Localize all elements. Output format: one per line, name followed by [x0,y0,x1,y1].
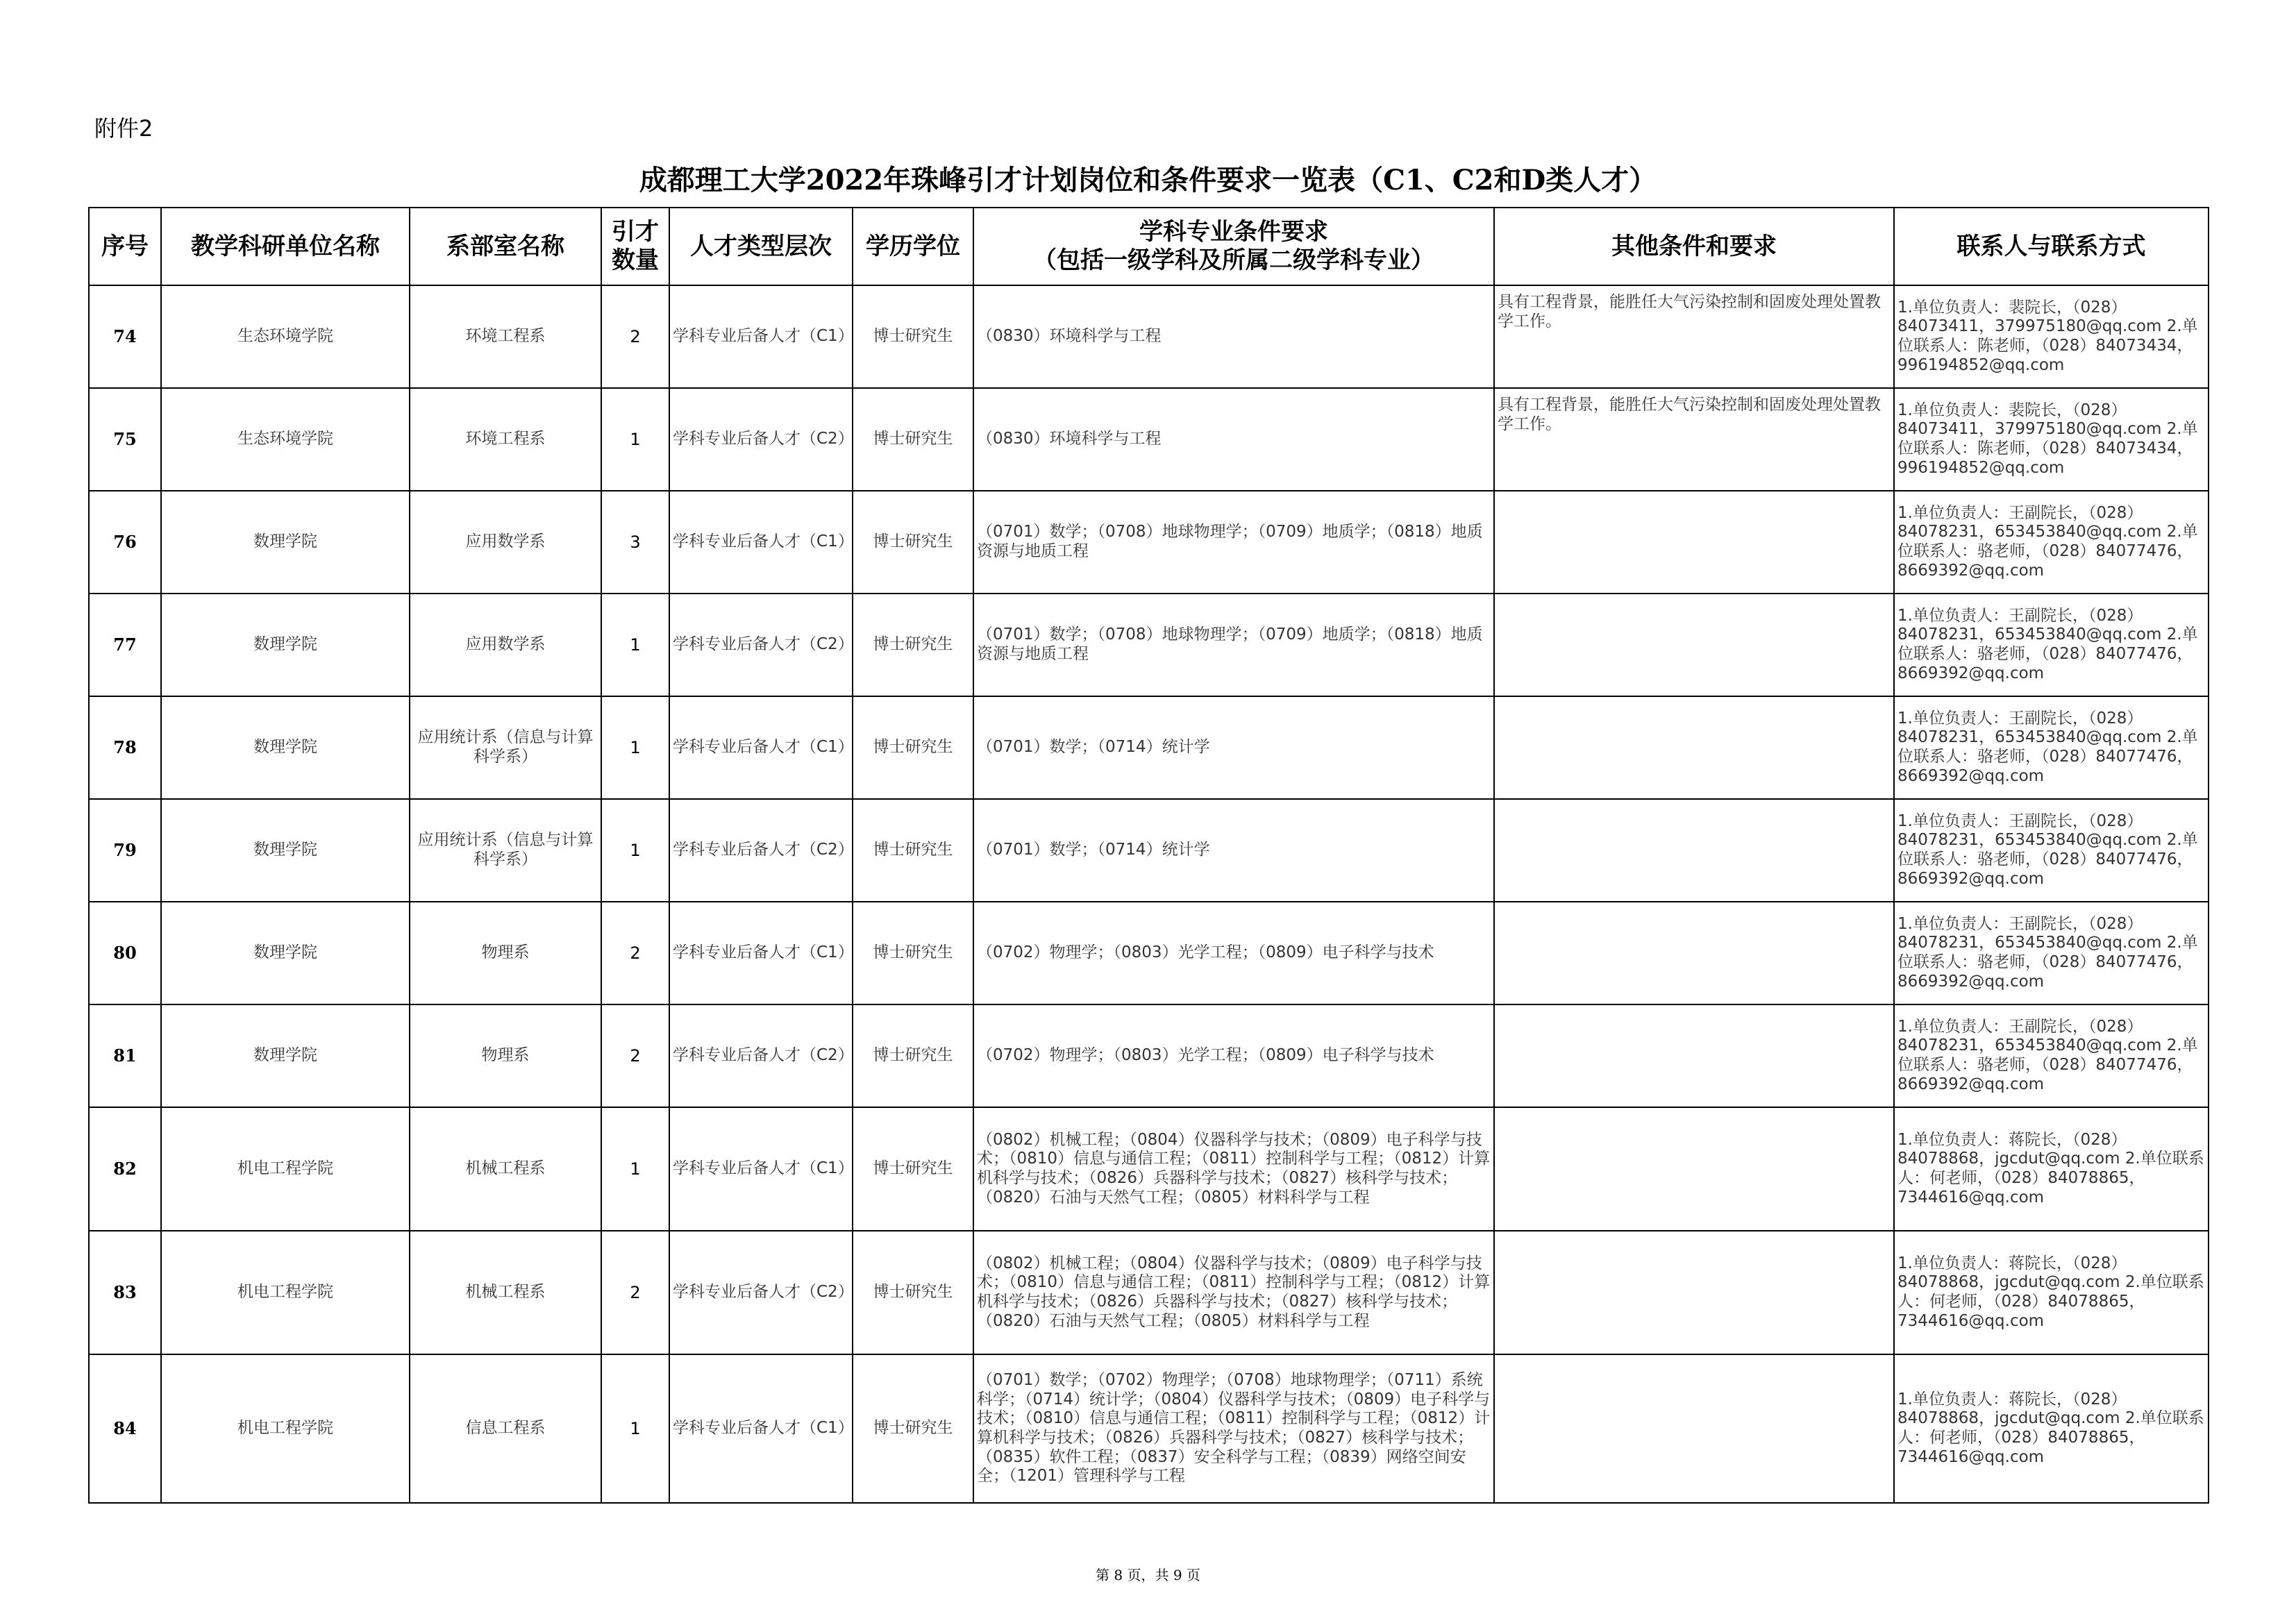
cell-talent: 学科专业后备人才（C1） [669,902,853,1004]
cell-count: 1 [601,594,669,696]
cell-contact: 1.单位负责人：王副院长，（028）84078231，653453840@qq.com 2.单位联系人：骆老师，（028）84077476，8669392@qq.com [1894,799,2209,902]
cell-other [1494,594,1894,696]
cell-unit: 生态环境学院 [161,285,410,388]
cell-degree: 博士研究生 [853,285,973,388]
cell-count: 2 [601,902,669,1004]
cell-count: 1 [601,1107,669,1231]
cell-count: 2 [601,1004,669,1107]
cell-talent: 学科专业后备人才（C1） [669,491,853,594]
cell-talent: 学科专业后备人才（C2） [669,388,853,491]
cell-dept: 应用数学系 [410,491,601,594]
cell-seq: 74 [89,285,161,388]
cell-seq: 79 [89,799,161,902]
header-quota-line2: 数量 [612,246,659,274]
positions-table [88,207,2209,1504]
cell-talent: 学科专业后备人才（C1） [669,1354,853,1503]
cell-major: （0830）环境科学与工程 [973,388,1494,491]
cell-contact: 1.单位负责人：裴院长，（028）84073411，379975180@qq.com 2.单位联系人：陈老师，（028）84073434，996194852@qq.com [1894,285,2209,388]
cell-major: （0802）机械工程；（0804）仪器科学与技术；（0809）电子科学与技术；（0810）信息与通信工程；（0811）控制科学与工程；（0812）计算机科学与技术；（0826）兵器科学与技术；（0827）核科学与技术；（0820）石油与天然气工程；（0805）材料科学与工程 [973,1107,1494,1231]
cell-major: （0702）物理学；（0803）光学工程；（0809）电子科学与技术 [973,1004,1494,1107]
cell-other [1494,1231,1894,1354]
cell-other [1494,1004,1894,1107]
table-row [89,902,2209,1004]
cell-unit: 数理学院 [161,799,410,902]
cell-contact: 1.单位负责人：王副院长，（028）84078231，653453840@qq.com 2.单位联系人：骆老师，（028）84077476，8669392@qq.com [1894,902,2209,1004]
cell-contact: 1.单位负责人：裴院长，（028）84073411，379975180@qq.com 2.单位联系人：陈老师，（028）84073434，996194852@qq.com [1894,388,2209,491]
cell-dept: 环境工程系 [410,285,601,388]
cell-count: 1 [601,1354,669,1503]
table-row [89,799,2209,902]
cell-seq: 76 [89,491,161,594]
header-talent: 人才类型层次 [669,208,853,285]
cell-major: （0701）数学；（0714）统计学 [973,696,1494,799]
cell-seq: 81 [89,1004,161,1107]
cell-degree: 博士研究生 [853,696,973,799]
cell-seq: 84 [89,1354,161,1503]
header-dept: 系部室名称 [410,208,601,285]
header-degree: 学历学位 [853,208,973,285]
cell-other [1494,1107,1894,1231]
table-row [89,491,2209,594]
cell-unit: 数理学院 [161,594,410,696]
cell-contact: 1.单位负责人：王副院长，（028）84078231，653453840@qq.com 2.单位联系人：骆老师，（028）84077476，8669392@qq.com [1894,696,2209,799]
cell-degree: 博士研究生 [853,1354,973,1503]
cell-major: （0701）数学；（0702）物理学；（0708）地球物理学；（0711）系统科学；（0714）统计学；（0804）仪器科学与技术；（0809）电子科学与技术；（0810）信息与通信工程；（0811）控制科学与工程；（0812）计算机科学与技术；（0826）兵器科学与技术；（0827）核科学与技术；（0835）软件工程；（0837）安全科学与工程；（0839）网络空间安全；（1201）管理科学与工程 [973,1354,1494,1503]
cell-dept: 机械工程系 [410,1107,601,1231]
header-major [973,208,1494,285]
table-row [89,285,2209,388]
header-unit: 教学科研单位名称 [161,208,410,285]
header-quota-line1: 引才 [612,218,659,246]
cell-count: 1 [601,799,669,902]
cell-count: 2 [601,285,669,388]
cell-unit: 生态环境学院 [161,388,410,491]
cell-unit: 机电工程学院 [161,1354,410,1503]
table-row [89,1231,2209,1354]
cell-degree: 博士研究生 [853,594,973,696]
cell-count: 1 [601,388,669,491]
cell-talent: 学科专业后备人才（C2） [669,1231,853,1354]
cell-seq: 82 [89,1107,161,1231]
table-row [89,594,2209,696]
cell-talent: 学科专业后备人才（C2） [669,799,853,902]
cell-other [1494,1354,1894,1503]
cell-degree: 博士研究生 [853,1107,973,1231]
table-row [89,1354,2209,1503]
cell-unit: 机电工程学院 [161,1231,410,1354]
cell-contact: 1.单位负责人：王副院长，（028）84078231，653453840@qq.com 2.单位联系人：骆老师，（028）84077476，8669392@qq.com [1894,1004,2209,1107]
cell-other: 具有工程背景，能胜任大气污染控制和固废处理处置教学工作。 [1494,388,1894,491]
cell-major: （0701）数学；（0708）地球物理学；（0709）地质学；（0818）地质资源与地质工程 [973,491,1494,594]
cell-count: 1 [601,696,669,799]
header-other: 其他条件和要求 [1494,208,1894,285]
header-contact: 联系人与联系方式 [1894,208,2209,285]
cell-unit: 数理学院 [161,1004,410,1107]
cell-contact: 1.单位负责人：蒋院长，（028）84078868，jgcdut@qq.com 2.单位联系人：何老师，（028）84078865，7344616@qq.com [1894,1107,2209,1231]
table-header-row [89,208,2209,285]
header-seq: 序号 [89,208,161,285]
table-row [89,1107,2209,1231]
cell-unit: 数理学院 [161,491,410,594]
cell-other [1494,799,1894,902]
page-footer: 第 8 页，共 9 页 [1096,1567,1200,1583]
cell-dept: 信息工程系 [410,1354,601,1503]
cell-unit: 数理学院 [161,902,410,1004]
page-title: 成都理工大学2022年珠峰引才计划岗位和条件要求一览表（C1、C2和D类人才） [639,164,1657,196]
cell-talent: 学科专业后备人才（C2） [669,1004,853,1107]
cell-dept: 应用统计系（信息与计算科学系） [410,696,601,799]
cell-dept: 机械工程系 [410,1231,601,1354]
cell-seq: 80 [89,902,161,1004]
cell-count: 2 [601,1231,669,1354]
cell-talent: 学科专业后备人才（C1） [669,1107,853,1231]
cell-degree: 博士研究生 [853,799,973,902]
table-row [89,388,2209,491]
cell-unit: 数理学院 [161,696,410,799]
cell-degree: 博士研究生 [853,1231,973,1354]
cell-talent: 学科专业后备人才（C2） [669,594,853,696]
cell-dept: 物理系 [410,902,601,1004]
cell-seq: 83 [89,1231,161,1354]
cell-degree: 博士研究生 [853,1004,973,1107]
cell-major: （0702）物理学；（0803）光学工程；（0809）电子科学与技术 [973,902,1494,1004]
header-major-line2: （包括一级学科及所属二级学科专业） [1033,246,1434,274]
cell-other: 具有工程背景，能胜任大气污染控制和固废处理处置教学工作。 [1494,285,1894,388]
attachment-label: 附件2 [94,115,153,142]
cell-degree: 博士研究生 [853,388,973,491]
cell-contact: 1.单位负责人：蒋院长，（028）84078868，jgcdut@qq.com 2.单位联系人：何老师，（028）84078865，7344616@qq.com [1894,1231,2209,1354]
cell-talent: 学科专业后备人才（C1） [669,285,853,388]
header-quota [601,208,669,285]
cell-degree: 博士研究生 [853,902,973,1004]
cell-seq: 77 [89,594,161,696]
cell-other [1494,696,1894,799]
cell-unit: 机电工程学院 [161,1107,410,1231]
cell-other [1494,902,1894,1004]
cell-dept: 应用统计系（信息与计算科学系） [410,799,601,902]
cell-seq: 78 [89,696,161,799]
cell-dept: 环境工程系 [410,388,601,491]
cell-contact: 1.单位负责人：王副院长，（028）84078231，653453840@qq.com 2.单位联系人：骆老师，（028）84077476，8669392@qq.com [1894,491,2209,594]
cell-talent: 学科专业后备人才（C1） [669,696,853,799]
cell-dept: 物理系 [410,1004,601,1107]
cell-seq: 75 [89,388,161,491]
cell-major: （0802）机械工程；（0804）仪器科学与技术；（0809）电子科学与技术；（0810）信息与通信工程；（0811）控制科学与工程；（0812）计算机科学与技术；（0826）兵器科学与技术；（0827）核科学与技术；（0820）石油与天然气工程；（0805）材料科学与工程 [973,1231,1494,1354]
table-row [89,696,2209,799]
cell-count: 3 [601,491,669,594]
cell-major: （0701）数学；（0708）地球物理学；（0709）地质学；（0818）地质资源与地质工程 [973,594,1494,696]
header-major-line1: 学科专业条件要求 [1139,218,1328,246]
table-row [89,1004,2209,1107]
cell-degree: 博士研究生 [853,491,973,594]
cell-dept: 应用数学系 [410,594,601,696]
cell-contact: 1.单位负责人：王副院长，（028）84078231，653453840@qq.com 2.单位联系人：骆老师，（028）84077476，8669392@qq.com [1894,594,2209,696]
cell-major: （0830）环境科学与工程 [973,285,1494,388]
cell-other [1494,491,1894,594]
cell-major: （0701）数学；（0714）统计学 [973,799,1494,902]
cell-contact: 1.单位负责人：蒋院长，（028）84078868，jgcdut@qq.com 2.单位联系人：何老师，（028）84078865，7344616@qq.com [1894,1354,2209,1503]
